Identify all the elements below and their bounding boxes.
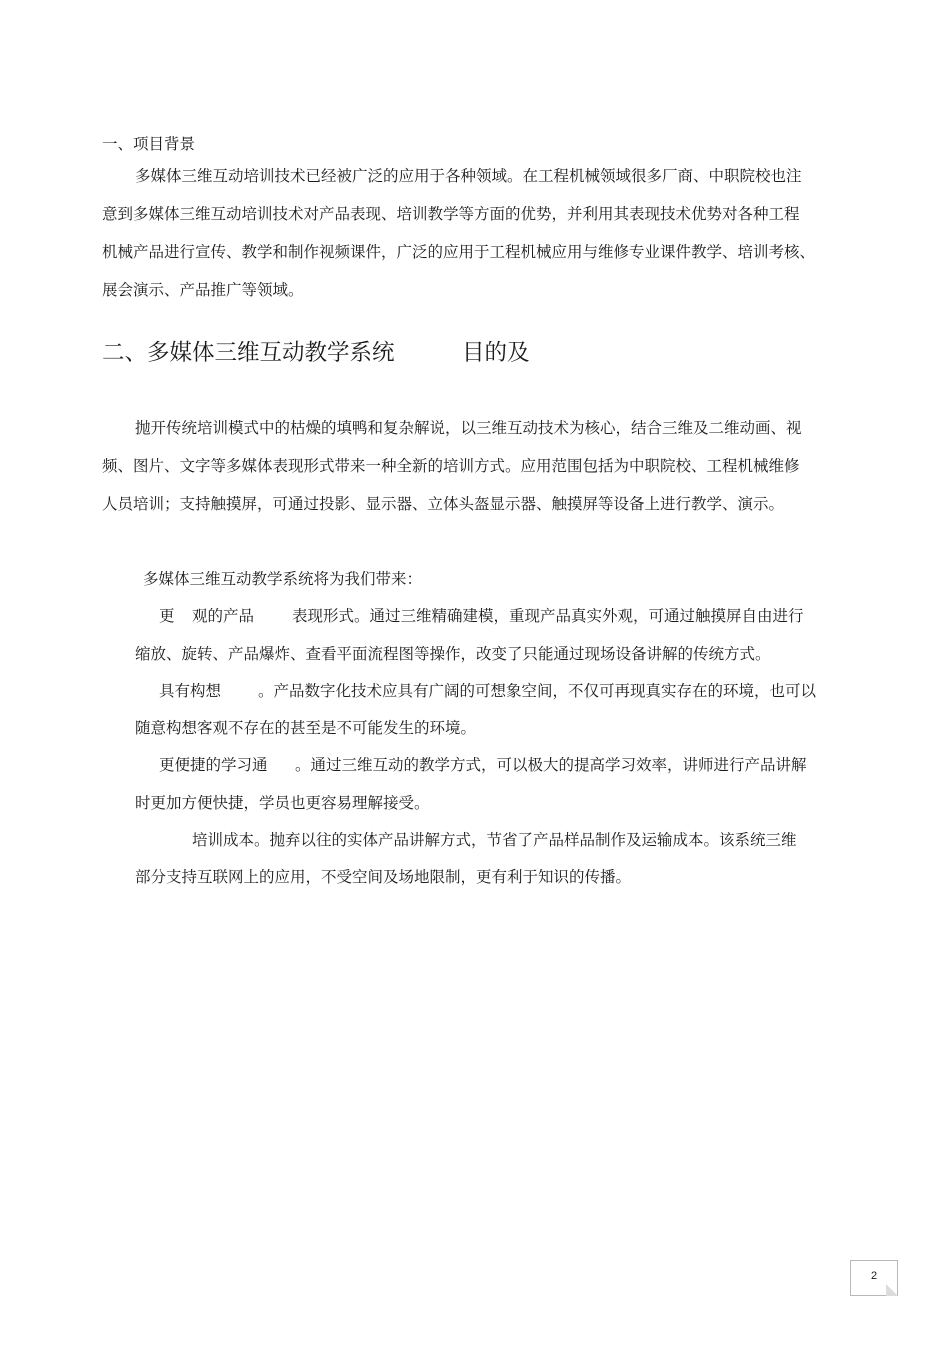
section2-line-3: 人员培训；支持触摸屏，可通过投影、显示器、立体头盔显示器、触摸屏等设备上进行教学、演示。: [102, 495, 785, 513]
section2-heading-part1: 二、多媒体三维互动教学系统: [102, 340, 395, 366]
benefit-3-lead-b: 。通过三维互动的教学方式，可以极大的提高学习效率，讲师进行产品讲解: [295, 756, 807, 774]
page-number: 2: [870, 1270, 878, 1282]
benefit-4-cont: 部分支持互联网上的应用，不受空间及场地限制，更有利于知识的传播。: [135, 868, 632, 886]
section1-line-3: 机械产品进行宣传、教学和制作视频课件，广泛的应用于工程机械应用与维修专业课件教学、培训考核、: [102, 243, 816, 261]
benefit-1-lead-c: 表现形式。通过三维精确建模，重现产品真实外观，可通过触摸屏自由进行: [292, 607, 804, 625]
page-number-box: [850, 1260, 898, 1296]
page-corner-fold-icon: [886, 1284, 898, 1296]
benefits-intro: 多媒体三维互动教学系统将为我们带来：: [143, 570, 423, 588]
benefit-3-lead-a: 更便捷的学习通: [159, 756, 268, 774]
section2-line-2: 频、图片、文字等多媒体表现形式带来一种全新的培训方式。应用范围包括为中职院校、工程机械维修: [102, 457, 800, 475]
benefit-1-lead-a: 更: [159, 607, 175, 625]
benefit-1-lead-b: 观的产品: [192, 607, 255, 625]
section1-line-1: 多媒体三维互动培训技术已经被广泛的应用于各种领域。在工程机械领域很多厂商、中职院校也注: [135, 167, 802, 185]
benefit-1-cont: 缩放、旋转、产品爆炸、查看平面流程图等操作，改变了只能通过现场设备讲解的传统方式。: [135, 645, 771, 663]
benefit-2-cont: 随意构想客观不存在的甚至是不可能发生的环境。: [135, 719, 477, 737]
benefit-2-lead-a: 具有构想: [159, 682, 222, 700]
section1-line-4: 展会演示、产品推广等领域。: [102, 281, 304, 299]
benefit-3-cont: 时更加方便快捷，学员也更容易理解接受。: [135, 794, 430, 812]
section1-line-2: 意到多媒体三维互动培训技术对产品表现、培训教学等方面的优势，并利用其表现技术优势对各种工程: [102, 205, 800, 223]
benefit-2-lead-b: 。产品数字化技术应具有广阔的可想象空间，不仅可再现真实存在的环境，也可以: [258, 682, 817, 700]
section1-heading: 一、项目背景: [102, 135, 196, 153]
benefit-4-lead-a: 培训成本。抛弃以往的实体产品讲解方式，节省了产品样品制作及运输成本。该系统三维: [192, 831, 797, 849]
section2-line-1: 抛开传统培训模式中的枯燥的填鸭和复杂解说，以三维互动技术为核心，结合三维及二维动画、视: [135, 419, 802, 437]
section2-heading-part2: 目的及: [462, 340, 530, 366]
